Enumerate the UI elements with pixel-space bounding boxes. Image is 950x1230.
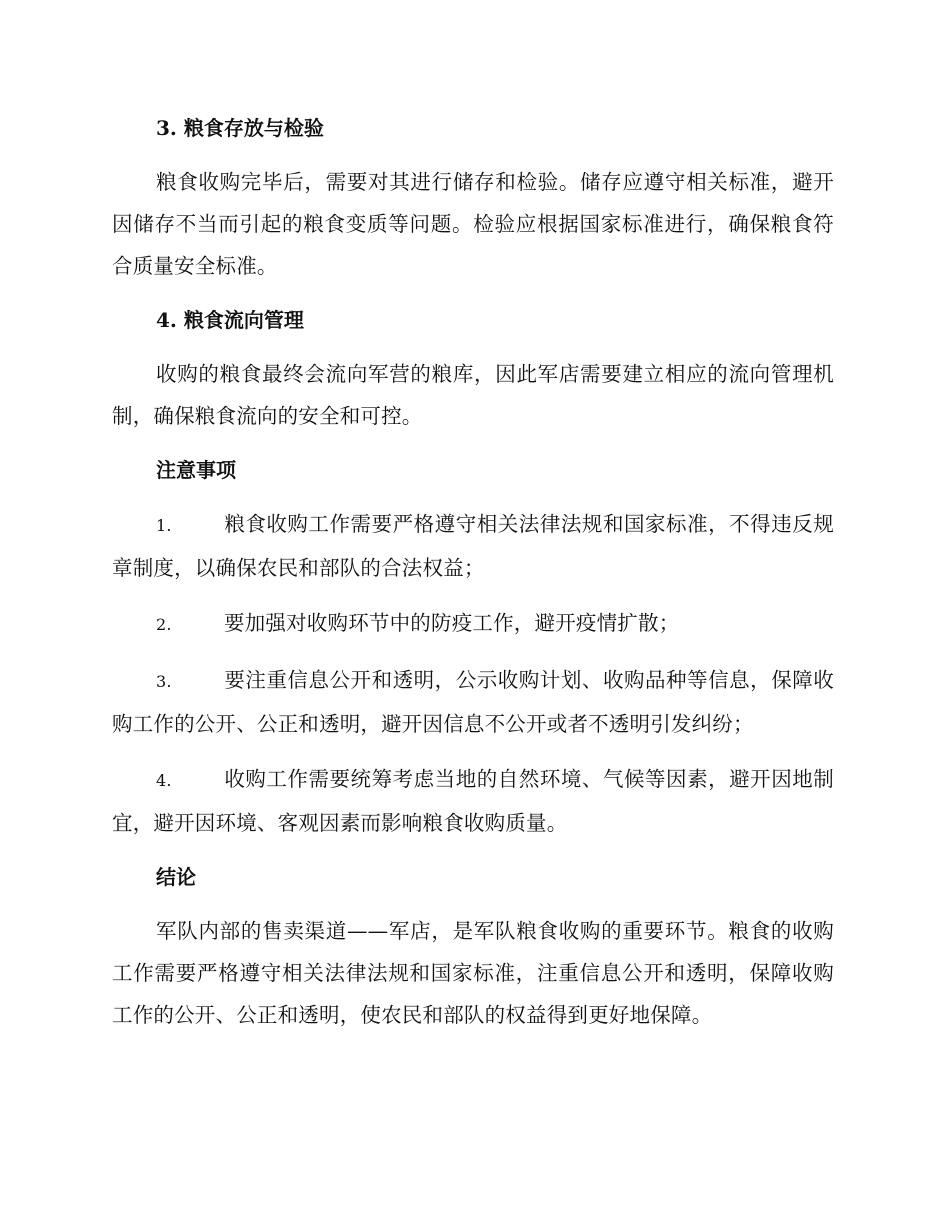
notes-list-item [112, 659, 834, 745]
section-heading-flow: 4. 粮食流向管理 [156, 308, 304, 332]
notes-list-item [112, 758, 834, 844]
list-item-text: 粮食收购工作需要严格遵守相关法律法规和国家标准，不得违反规章制度，以确保农民和部队的合法权益； [112, 512, 834, 580]
list-item-text: 要加强对收购环节中的防疫工作，避开疫情扩散； [224, 611, 680, 635]
conclusion-heading: 结论 [156, 865, 196, 889]
list-item-text: 要注重信息公开和透明，公示收购计划、收购品种等信息，保障收购工作的公开、公正和透明，避开因信息不公开或者不透明引发纠纷； [112, 668, 834, 736]
list-item-number: 3. [156, 672, 172, 691]
document-body [112, 108, 834, 1049]
conclusion-paragraph: 军队内部的售卖渠道——军店，是军队粮食收购的重要环节。粮食的收购工作需要严格遵守相关法律法规和国家标准，注重信息公开和透明，保障收购工作的公开、公正和透明，使农民和部队的权益得到更好地保障。 [112, 919, 834, 1027]
section-heading-storage: 3. 粮食存放与检验 [156, 116, 324, 140]
section-paragraph-storage: 粮食收购完毕后，需要对其进行储存和检验。储存应遵守相关标准，避开因储存不当而引起的粮食变质等问题。检验应根据国家标准进行，确保粮食符合质量安全标准。 [112, 170, 834, 278]
notes-list-item [112, 602, 834, 646]
notes-heading: 注意事项 [156, 458, 236, 482]
list-item-number: 4. [156, 771, 172, 790]
list-item-text: 收购工作需要统筹考虑当地的自然环境、气候等因素，避开因地制宜，避开因环境、客观因素而影响粮食收购质量。 [112, 767, 834, 835]
section-paragraph-flow: 收购的粮食最终会流向军营的粮库，因此军店需要建立相应的流向管理机制，确保粮食流向的安全和可控。 [112, 362, 834, 428]
list-item-number: 2. [156, 615, 172, 634]
list-item-number: 1. [156, 516, 172, 535]
notes-list-item [112, 503, 834, 589]
